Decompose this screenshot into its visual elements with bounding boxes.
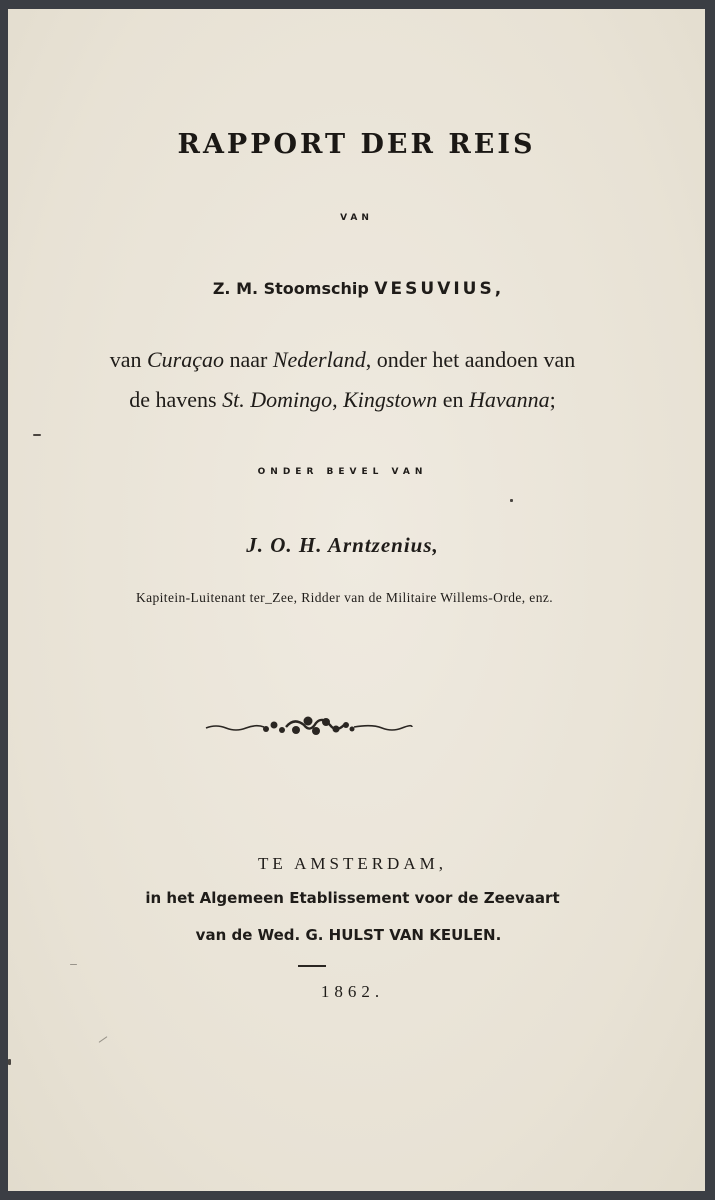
route-text: ; [549, 387, 556, 412]
place-havanna: Havanna [468, 387, 550, 412]
publisher-line-2: in het Algemeen Etablissement voor de Zeevaart [145, 889, 560, 907]
place-kingstown: Kingstown [343, 387, 438, 412]
publication-year: 1862. [320, 982, 385, 1001]
place-curacao: Curaçao [146, 347, 224, 372]
place-st-domingo: St. Domingo [222, 387, 333, 412]
publisher-city: TE AMSTERDAM, [258, 854, 447, 873]
route-text: van [109, 347, 142, 372]
publisher-line-3: van de Wed. G. HULST VAN KEULEN. [195, 926, 502, 944]
route-line-2 [8, 387, 691, 413]
route-text: , onder het aandoen van [365, 347, 576, 372]
ship-line [10, 279, 705, 299]
book-title: RAPPORT DER REIS [177, 129, 536, 160]
ship-prefix: Z. M. Stoomschip [212, 279, 369, 298]
route-line-1 [8, 347, 691, 373]
title-page [8, 9, 705, 1191]
ship-name: VESUVIUS, [374, 279, 505, 299]
paper-mark [510, 499, 513, 502]
place-nederland: Nederland [272, 347, 366, 372]
paper-mark [33, 434, 41, 436]
paper-mark [70, 964, 77, 965]
onder-bevel-van-label: ONDER BEVEL VAN [257, 467, 428, 477]
ornament-flourish-icon [204, 713, 414, 741]
paper-mark [99, 1036, 108, 1043]
van-label: VAN [340, 213, 373, 223]
commander-name: J. O. H. Arntzenius, [246, 533, 439, 557]
route-text: naar [229, 347, 268, 372]
short-rule [298, 965, 326, 967]
route-text: en [442, 387, 464, 412]
route-text: , [332, 387, 338, 412]
route-text: de havens [129, 387, 217, 412]
paper-mark [8, 1059, 11, 1065]
commander-rank: Kapitein-Luitenant ter_Zee, Ridder van de Militaire Willems-Orde, enz. [135, 590, 554, 605]
